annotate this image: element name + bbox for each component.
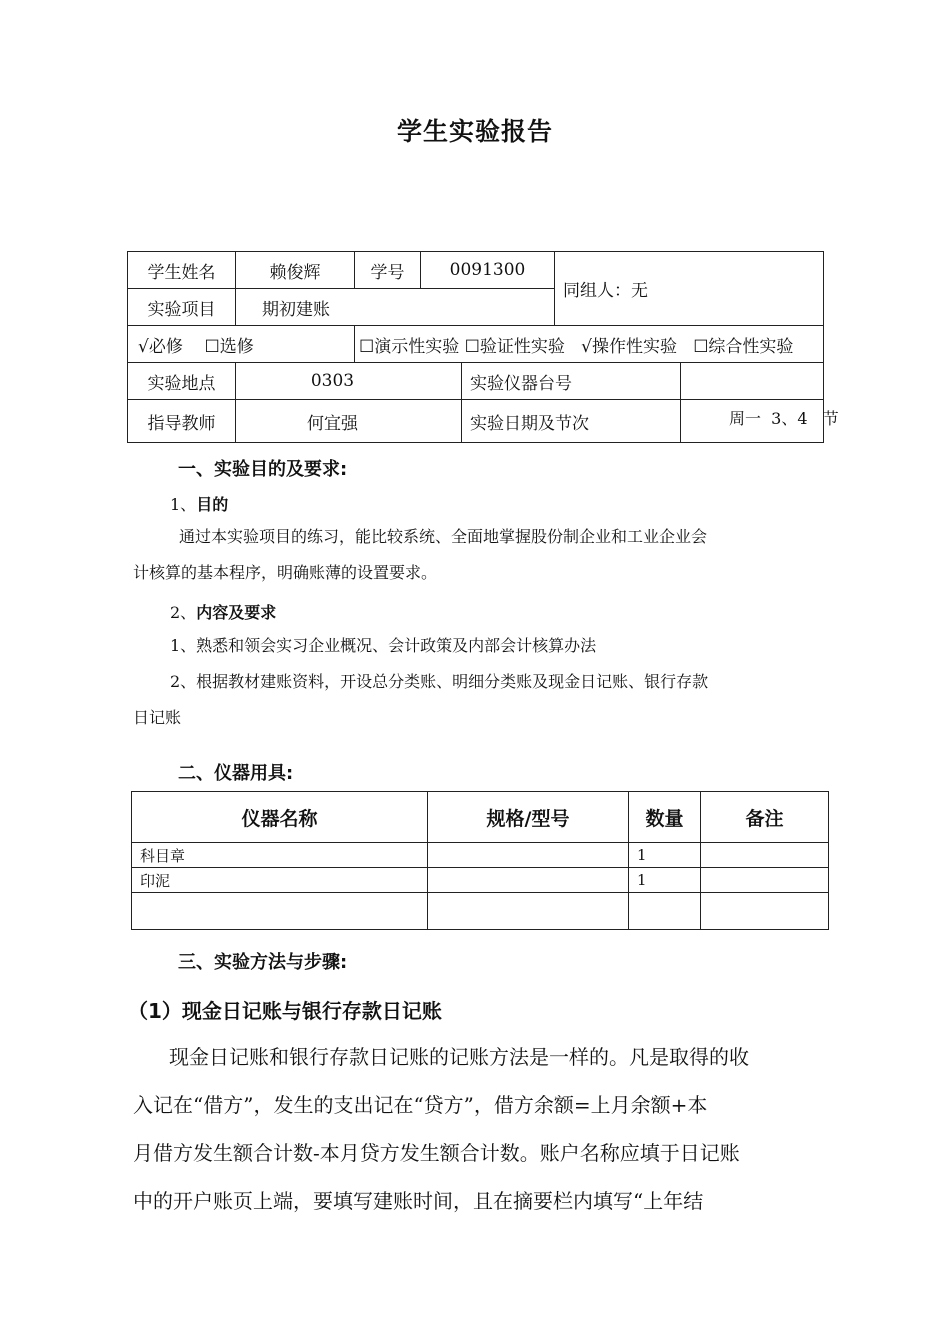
student-name-label: 学生姓名 <box>128 252 236 289</box>
info-row <box>128 326 824 363</box>
project-value: 期初建账 <box>236 289 555 326</box>
equipment-qty: 1 <box>629 868 701 893</box>
page-title: 学生实验报告 <box>396 117 553 146</box>
content-subheading <box>170 600 276 623</box>
student-id-label: 学号 <box>355 252 421 289</box>
table-row <box>132 893 829 930</box>
method-subheading: （1）现金日记账与银行存款日记账 <box>128 999 442 1023</box>
table-row <box>132 868 829 893</box>
location-label: 实验地点 <box>128 363 236 400</box>
equipment-name: 科目章 <box>132 843 428 868</box>
column-header: 规格/型号 <box>428 792 629 843</box>
method-body-line: 入记在“借方”，发生的支出记在“贷方”，借方余额=上月余额+本 <box>133 1093 708 1117</box>
info-row <box>128 400 824 443</box>
info-row <box>128 363 824 400</box>
equipment-qty <box>629 893 701 930</box>
info-table <box>127 251 839 443</box>
equipment-name: 印泥 <box>132 868 428 893</box>
teacher-label: 指导教师 <box>128 400 236 443</box>
elective-checkbox: ☐选修 <box>204 336 254 357</box>
experiment-type <box>355 326 824 363</box>
equipment-spec <box>428 868 629 893</box>
equipment-spec <box>428 843 629 868</box>
content-subheading-text: 内容及要求 <box>196 603 277 622</box>
column-header: 备注 <box>701 792 829 843</box>
operate-checkbox: √操作性实验 <box>581 336 677 357</box>
content-item-1: 1、熟悉和领会实习企业概况、会计政策及内部会计核算办法 <box>170 636 597 655</box>
teacher-value: 何宜强 <box>236 400 462 443</box>
purpose-subheading <box>170 492 228 515</box>
method-body-line: 中的开户账页上端，要填写建账时间，且在摘要栏内填写“上年结 <box>133 1189 704 1213</box>
equipment-note <box>701 843 829 868</box>
equipment-note <box>701 893 829 930</box>
info-row <box>128 252 824 289</box>
course-type <box>128 326 355 363</box>
equipment-note <box>701 868 829 893</box>
method-body <box>133 1033 833 1225</box>
demo-checkbox: ☐演示性实验 <box>359 336 460 357</box>
project-label: 实验项目 <box>128 289 236 326</box>
purpose-line-2: 计核算的基本程序，明确账薄的设置要求。 <box>133 563 438 582</box>
student-name-value: 赖俊辉 <box>236 252 355 289</box>
required-checkbox: √必修 <box>138 336 183 357</box>
purpose-subheading-number: 1、 <box>170 495 197 514</box>
comprehensive-checkbox: ☐综合性实验 <box>693 336 794 357</box>
date-value: 周一 3、4 节 <box>681 400 824 443</box>
equipment-header-row <box>132 792 829 843</box>
verify-checkbox: ☐验证性实验 <box>464 336 565 357</box>
content-subheading-number: 2、 <box>170 603 197 622</box>
column-header: 数量 <box>629 792 701 843</box>
method-body-line: 现金日记账和银行存款日记账的记账方法是一样的。凡是取得的收 <box>169 1045 749 1069</box>
equipment-name <box>132 893 428 930</box>
table-row <box>132 843 829 868</box>
purpose-subheading-text: 目的 <box>196 495 229 514</box>
equipment-table <box>131 791 829 930</box>
section-heading-method: 三、实验方法与步骤: <box>178 952 348 973</box>
student-id-value: 0091300 <box>421 252 555 289</box>
group-members: 同组人：无 <box>555 252 824 326</box>
equipment-spec <box>428 893 629 930</box>
content-item-2-line-2: 日记账 <box>133 708 182 727</box>
column-header: 仪器名称 <box>132 792 428 843</box>
location-value: 0303 <box>236 363 462 400</box>
equipment-qty: 1 <box>629 843 701 868</box>
purpose-line-1: 通过本实验项目的练习，能比较系统、全面地掌握股份制企业和工业企业会 <box>179 527 708 546</box>
instrument-value <box>681 363 824 400</box>
instrument-label: 实验仪器台号 <box>462 363 681 400</box>
section-heading-purpose: 一、实验目的及要求: <box>178 459 348 480</box>
content-item-2-line-1: 2、根据教材建账资料，开设总分类账、明细分类账及现金日记账、银行存款 <box>170 672 709 691</box>
date-label: 实验日期及节次 <box>462 400 681 443</box>
section-heading-equipment: 二、仪器用具: <box>178 763 294 784</box>
method-body-line: 月借方发生额合计数-本月贷方发生额合计数。账户名称应填于日记账 <box>133 1141 740 1165</box>
